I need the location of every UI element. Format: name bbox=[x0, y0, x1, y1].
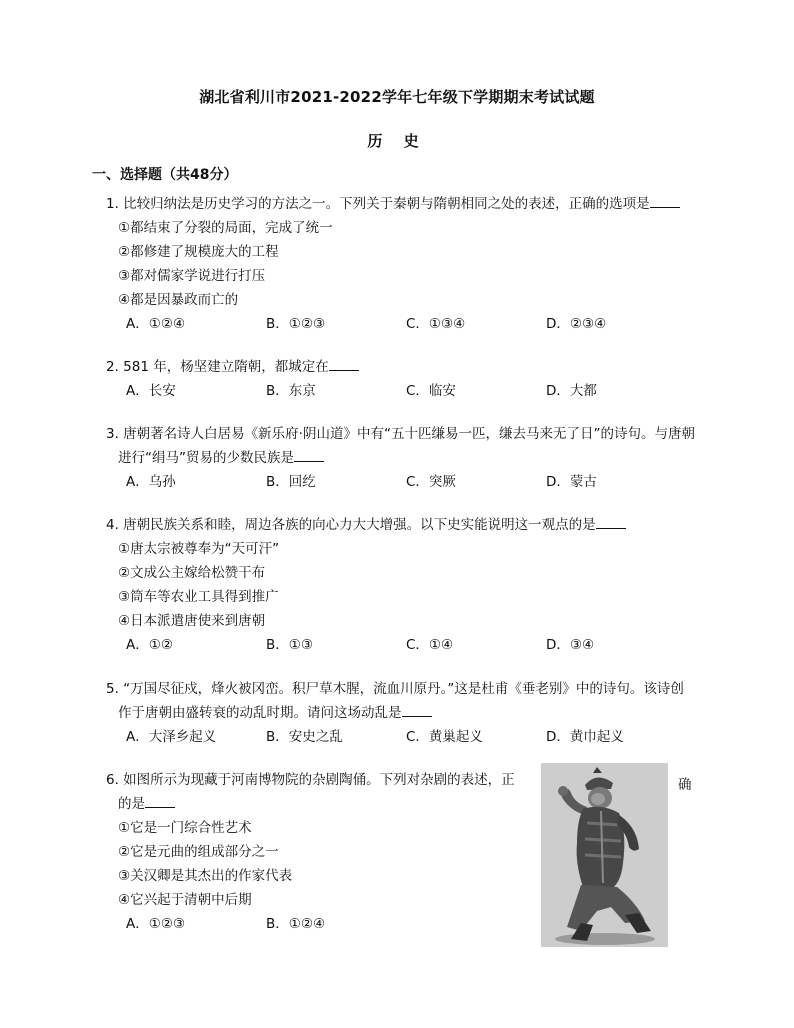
question-stem-continued: 的是 bbox=[106, 792, 666, 816]
option-c[interactable]: C．①③④ bbox=[406, 316, 466, 332]
answer-blank bbox=[145, 793, 175, 808]
option-c[interactable]: C．临安 bbox=[406, 383, 456, 399]
zaju-figurine-photo bbox=[541, 763, 668, 947]
exam-title: 湖北省利川市2021-2022学年七年级下学期期末考试试题 bbox=[199, 88, 595, 106]
option-c[interactable]: C．突厥 bbox=[406, 474, 456, 490]
question-stem: 5. “万国尽征戍，烽火被冈峦。积尸草木腥，流血川原丹。”这是杜甫《垂老别》中的诗句。该诗创 bbox=[106, 681, 684, 697]
option-b[interactable]: B．①③ bbox=[266, 637, 313, 653]
statement: ①它是一门综合性艺术 bbox=[118, 820, 252, 836]
question-stem-tail: 确 bbox=[678, 777, 692, 793]
option-d[interactable]: D．黄巾起义 bbox=[546, 729, 624, 745]
question-stem: 2. 581 年，杨坚建立隋朝，都城定在 bbox=[106, 355, 666, 379]
statement: ③关汉卿是其杰出的作家代表 bbox=[118, 868, 293, 884]
option-row bbox=[106, 312, 666, 336]
statement: ④它兴起于清朝中后期 bbox=[118, 892, 252, 908]
option-b[interactable]: B．安史之乱 bbox=[266, 729, 343, 745]
answer-blank bbox=[329, 356, 359, 371]
statement: ①唐太宗被尊奉为“天可汗” bbox=[118, 541, 280, 557]
statement: ②它是元曲的组成部分之一 bbox=[118, 844, 279, 860]
option-a[interactable]: A．乌孙 bbox=[126, 474, 176, 490]
option-a[interactable]: A．①② bbox=[126, 637, 173, 653]
answer-blank bbox=[402, 702, 432, 717]
option-d[interactable]: D．蒙古 bbox=[546, 474, 597, 490]
option-b[interactable]: B．东京 bbox=[266, 383, 316, 399]
option-b[interactable]: B．回纥 bbox=[266, 474, 316, 490]
question-5 bbox=[106, 677, 684, 749]
option-row bbox=[106, 379, 666, 403]
figurine-illustration bbox=[541, 763, 668, 947]
question-3 bbox=[106, 422, 695, 494]
statement: ④日本派遣唐使来到唐朝 bbox=[118, 613, 266, 629]
option-d[interactable]: D．③④ bbox=[546, 637, 595, 653]
section-heading: 一、选择题（共48分） bbox=[92, 167, 238, 183]
question-stem-continued: 进行“绢马”贸易的少数民族是 bbox=[106, 446, 695, 470]
question-stem: 3. 唐朝著名诗人白居易《新乐府·阴山道》中有“五十匹缣易一匹，缣去马来无了日”的诗句。与唐朝 bbox=[106, 426, 695, 442]
question-1 bbox=[106, 192, 680, 336]
option-row bbox=[106, 725, 666, 749]
option-c[interactable]: C．①④ bbox=[406, 637, 454, 653]
option-c[interactable]: C．黄巢起义 bbox=[406, 729, 483, 745]
question-2 bbox=[106, 355, 666, 403]
question-4 bbox=[106, 513, 666, 657]
option-d[interactable]: D．大都 bbox=[546, 383, 597, 399]
option-row bbox=[106, 633, 666, 657]
option-a[interactable]: A．长安 bbox=[126, 383, 176, 399]
question-stem: 4. 唐朝民族关系和睦，周边各族的向心力大大增强。以下史实能说明这一观点的是 bbox=[106, 513, 666, 537]
statement: ③筒车等农业工具得到推广 bbox=[118, 589, 279, 605]
option-a[interactable]: A．①②④ bbox=[126, 316, 186, 332]
statement: ③都对儒家学说进行打压 bbox=[118, 268, 266, 284]
statement: ④都是因暴政而亡的 bbox=[118, 292, 239, 308]
question-stem: 6. 如图所示为现藏于河南博物院的杂剧陶俑。下列对杂剧的表述，正 bbox=[106, 772, 515, 788]
answer-blank bbox=[596, 514, 626, 529]
option-a[interactable]: A．①②③ bbox=[126, 916, 186, 932]
statement: ②文成公主嫁给松赞干布 bbox=[118, 565, 266, 581]
answer-blank bbox=[294, 447, 324, 462]
option-b[interactable]: B．①②④ bbox=[266, 916, 326, 932]
subject-heading: 历 史 bbox=[367, 132, 427, 150]
option-a[interactable]: A．大泽乡起义 bbox=[126, 729, 217, 745]
statement: ②都修建了规模庞大的工程 bbox=[118, 244, 279, 260]
option-d[interactable]: D．②③④ bbox=[546, 316, 607, 332]
option-b[interactable]: B．①②③ bbox=[266, 316, 326, 332]
answer-blank bbox=[650, 193, 680, 208]
option-row bbox=[106, 470, 666, 494]
question-stem-continued: 作于唐朝由盛转衰的动乱时期。请问这场动乱是 bbox=[106, 701, 684, 725]
statement: ①都结束了分裂的局面，完成了统一 bbox=[118, 220, 333, 236]
question-stem: 1. 比较归纳法是历史学习的方法之一。下列关于秦朝与隋朝相同之处的表述，正确的选项是 bbox=[106, 192, 680, 216]
